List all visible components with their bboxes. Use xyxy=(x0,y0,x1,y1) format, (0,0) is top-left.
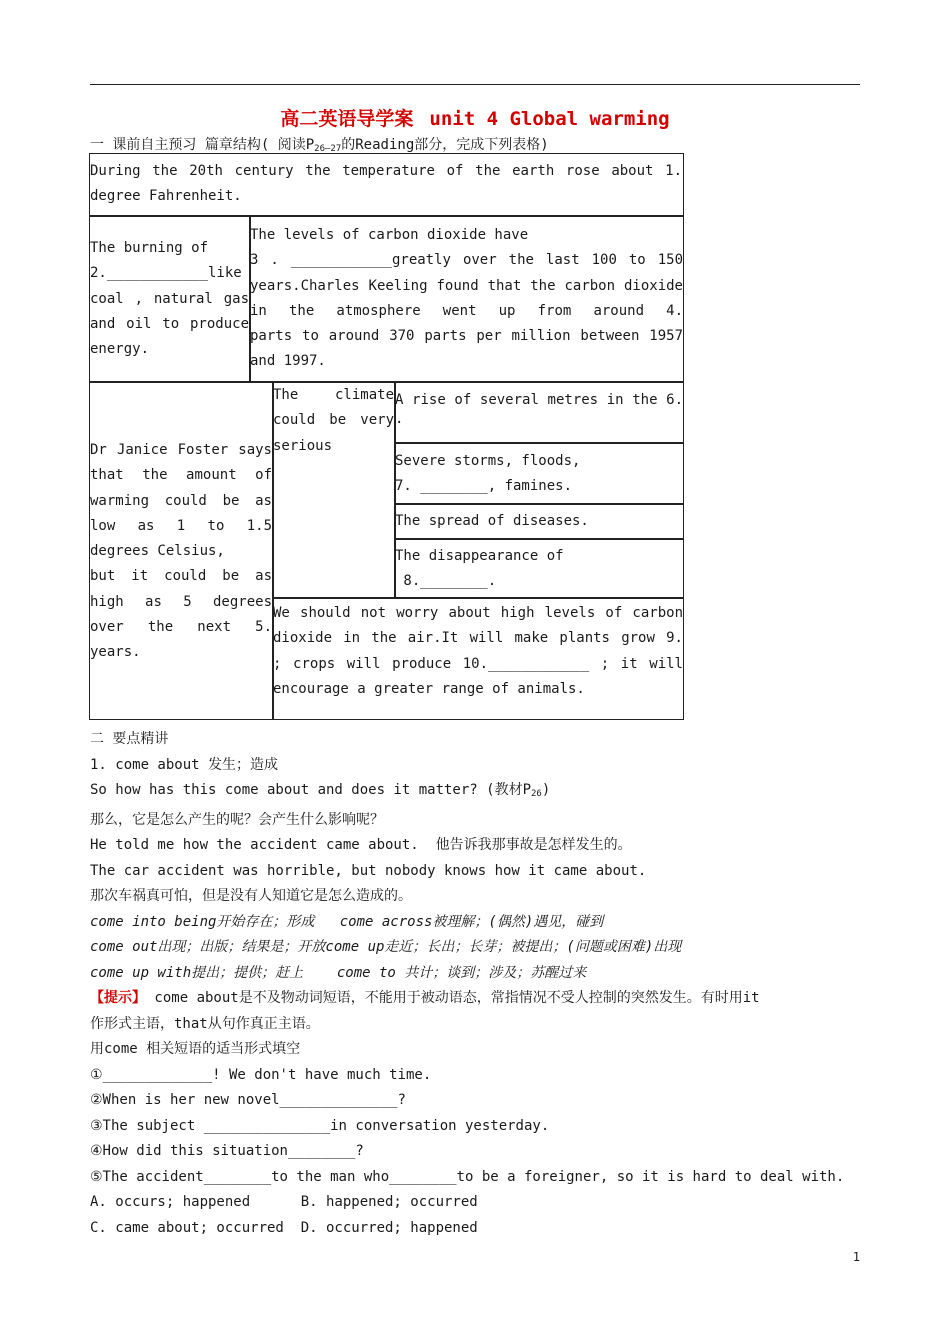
point-heading: 1. come about 发生；造成 xyxy=(90,756,279,773)
cell-effect-sea: A rise of several metres in the 6. . xyxy=(395,392,683,428)
exercise-item: ④How did this situation________? xyxy=(90,1143,364,1159)
exercise-item: ⑤The accident________to the man who________to be a foreigner, so it is hard to deal with. xyxy=(90,1168,845,1185)
phrase-line: come into being开始存在；形成 come across被理解；(偶然)遇见，碰到 xyxy=(90,913,604,930)
structure-table xyxy=(89,153,684,720)
cell-climate: The climate could be very serious xyxy=(273,387,394,454)
cell-effect-storms: Severe storms, floods, 7. ________, famines. xyxy=(395,453,581,495)
example-3: The car accident was horrible, but nobody knows how it came about. xyxy=(90,862,647,879)
cell-no-worry: We should not worry about high levels of carbon dioxide in the air.It will make plants grow 9. ; crops will produce 10.____________ ; it will encourage a greater range of animals. xyxy=(273,605,683,697)
exercise-title: 用come 相关短语的适当形式填空 xyxy=(90,1041,301,1057)
title-en: unit 4 Global warming xyxy=(429,108,670,130)
table-line xyxy=(394,442,683,444)
section1-prefix: 一 课前自主预习 篇章结构( 阅读P xyxy=(90,137,315,153)
section1-heading xyxy=(90,134,549,154)
options-line: A. occurs; happened B. happened; occurred xyxy=(90,1194,478,1210)
title-cn: 高二英语导学案 xyxy=(280,108,414,130)
example-3-cn: 那次车祸真可怕，但是没有人知道它是怎么造成的。 xyxy=(90,888,412,904)
exercise-item: ③The subject _______________in conversation yesterday. xyxy=(90,1117,550,1134)
phrase-line: come out出现；出版；结果是；开放come up走近；长出；长芽；被提出；(问题或困难)出现 xyxy=(90,939,682,955)
cell-effect-disappearance: The disappearance of 8.________. xyxy=(395,548,564,590)
table-line xyxy=(90,215,683,217)
options-line: C. came about; occurred D. occurred; happened xyxy=(90,1219,478,1236)
example-1-cn: 那么，它是怎么产生的呢？会产生什么影响呢？ xyxy=(90,811,384,828)
tip-cont: 作形式主语，that从句作真正主语。 xyxy=(90,1015,320,1032)
table-line xyxy=(394,503,683,505)
cell-co2-levels: The levels of carbon dioxide have 3 . ____________greatly over the last 100 to 150 years.Charles Keeling found that the carbon dioxide in the atmosphere went up from around 4. parts to around 370 parts per million between 1957 and 1997. xyxy=(250,227,683,370)
table-line xyxy=(272,597,683,599)
cell-burning: The burning of 2.____________like coal , natural gas and oil to produce energy. xyxy=(90,240,249,358)
table-line xyxy=(394,538,683,540)
section1-sub: 26—27 xyxy=(314,144,342,154)
page-title xyxy=(0,104,950,131)
section2 xyxy=(90,727,870,1241)
example-1: So how has this come about and does it matter? (教材$P_{26}$) xyxy=(90,782,551,799)
page-number: 1 xyxy=(852,1250,860,1264)
exercise-item: ①_____________! We don't have much time. xyxy=(90,1066,432,1083)
top-rule xyxy=(90,84,860,85)
tip: 【提示】 come about是不及物动词短语，不能用于被动语态，常指情况不受人控制的突然发生。有时用it xyxy=(90,990,760,1006)
section1-suffix: 的Reading部分，完成下列表格) xyxy=(341,137,549,153)
cell-effect-diseases: The spread of diseases. xyxy=(395,513,589,529)
phrase-line: come up with提出；提供；赶上 come to 共计；谈到；涉及；苏醒过来 xyxy=(90,964,587,981)
exercise-item: ②When is her new novel______________? xyxy=(90,1092,406,1108)
section2-heading: 二 要点精讲 xyxy=(90,731,169,747)
cell-temperature: During the 20th century the temperature of the earth rose about 1. degree Fahrenheit. xyxy=(90,163,682,205)
cell-janice-foster: Dr Janice Foster says that the amount of warming could be as low as 1 to 1.5 degrees Celsius, but it could be as high as 5 degrees over the next 5. years. xyxy=(90,442,272,661)
example-2: He told me how the accident came about. 他告诉我那事故是怎样发生的。 xyxy=(90,837,632,853)
